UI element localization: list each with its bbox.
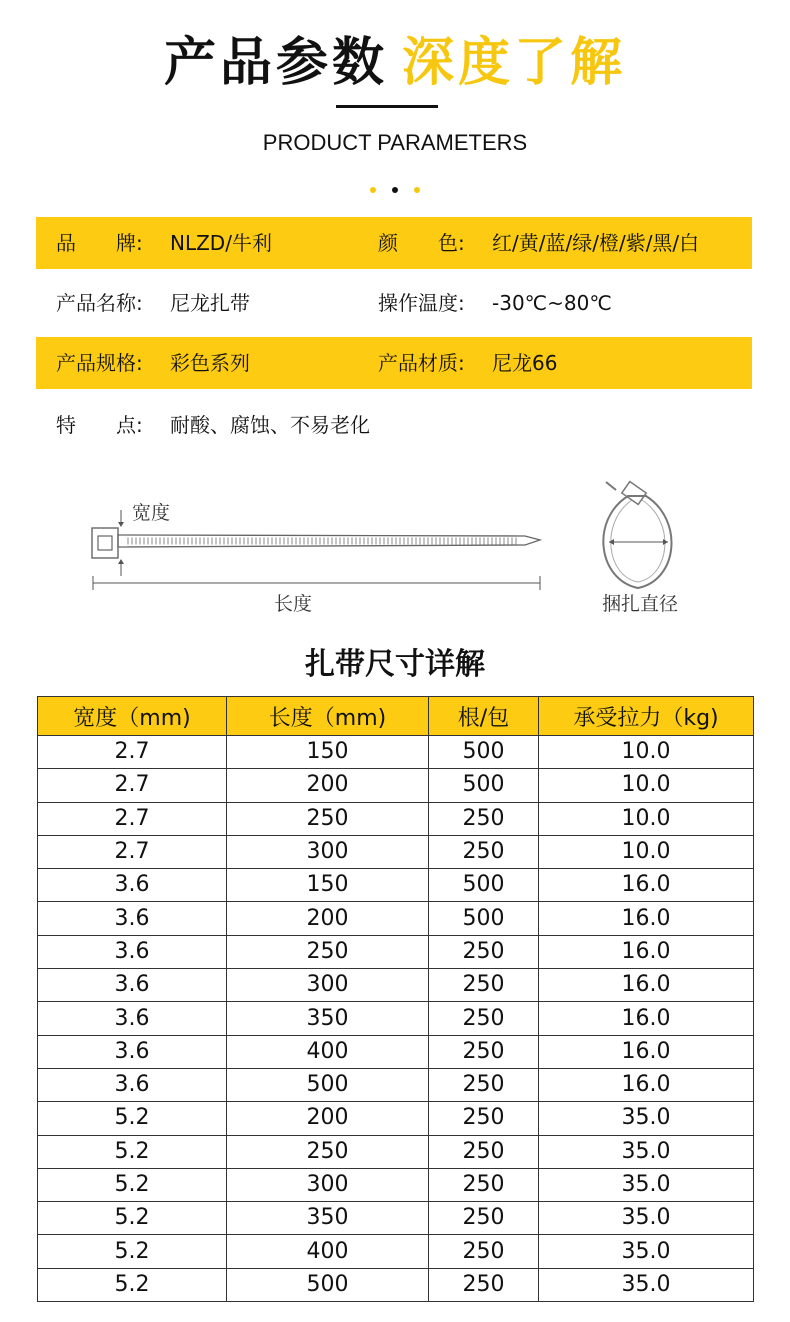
size-table <box>37 696 754 1302</box>
page-title-accent: 深度了解 <box>402 33 627 93</box>
param-value: -30℃~80℃ <box>492 291 612 315</box>
table-row <box>38 1102 754 1135</box>
table-cell: 250 <box>429 835 539 868</box>
param-value: 耐酸、腐蚀、不易老化 <box>170 413 370 437</box>
table-cell: 35.0 <box>539 1102 754 1135</box>
table-cell: 250 <box>429 1035 539 1068</box>
param-label: 产品名称: <box>56 291 143 315</box>
table-cell: 16.0 <box>539 902 754 935</box>
table-cell: 10.0 <box>539 835 754 868</box>
table-row <box>38 1235 754 1268</box>
table-cell: 5.2 <box>38 1235 227 1268</box>
table-cell: 500 <box>227 1268 429 1301</box>
table-cell: 500 <box>429 769 539 802</box>
table-cell: 5.2 <box>38 1102 227 1135</box>
param-value: 彩色系列 <box>170 351 250 375</box>
param-label: 操作温度: <box>378 291 465 315</box>
table-row <box>38 1035 754 1068</box>
table-cell: 16.0 <box>539 1035 754 1068</box>
table-cell: 400 <box>227 1235 429 1268</box>
title-underline <box>336 105 438 108</box>
param-value: 尼龙扎带 <box>170 291 250 315</box>
table-title: 扎带尺寸详解 <box>305 647 485 682</box>
table-cell: 5.2 <box>38 1168 227 1201</box>
page-title <box>0 28 790 98</box>
table-cell: 500 <box>429 736 539 769</box>
length-label: 长度 <box>274 593 313 615</box>
table-cell: 250 <box>429 1268 539 1301</box>
table-cell: 5.2 <box>38 1268 227 1301</box>
table-cell: 250 <box>429 802 539 835</box>
table-cell: 3.6 <box>38 869 227 902</box>
table-cell: 250 <box>429 935 539 968</box>
cable-tie-diagram <box>0 480 790 620</box>
table-cell: 16.0 <box>539 1002 754 1035</box>
table-cell: 3.6 <box>38 1002 227 1035</box>
table-cell: 35.0 <box>539 1235 754 1268</box>
header-tensile: 承受拉力（kg) <box>539 697 754 736</box>
table-row <box>38 869 754 902</box>
param-label: 品 牌: <box>56 231 143 255</box>
table-cell: 250 <box>429 1168 539 1201</box>
param-row-name <box>36 277 752 329</box>
table-cell: 500 <box>227 1068 429 1101</box>
table-cell: 35.0 <box>539 1135 754 1168</box>
dot-icon <box>370 187 376 193</box>
table-cell: 350 <box>227 1202 429 1235</box>
param-label: 产品材质: <box>378 351 465 375</box>
table-cell: 3.6 <box>38 1068 227 1101</box>
table-cell: 3.6 <box>38 902 227 935</box>
page-subtitle: PRODUCT PARAMETERS <box>262 130 528 155</box>
table-row <box>38 1202 754 1235</box>
dot-icon <box>414 187 420 193</box>
header-width: 宽度（mm) <box>38 697 227 736</box>
table-cell: 250 <box>227 1135 429 1168</box>
table-cell: 150 <box>227 736 429 769</box>
table-cell: 250 <box>429 969 539 1002</box>
table-cell: 10.0 <box>539 736 754 769</box>
table-cell: 200 <box>227 1102 429 1135</box>
table-row <box>38 1168 754 1201</box>
table-row <box>38 1135 754 1168</box>
table-cell: 300 <box>227 969 429 1002</box>
table-cell: 250 <box>429 1202 539 1235</box>
page-title-main: 产品参数 <box>163 33 388 93</box>
table-cell: 300 <box>227 835 429 868</box>
table-cell: 350 <box>227 1002 429 1035</box>
table-cell: 3.6 <box>38 935 227 968</box>
table-cell: 2.7 <box>38 769 227 802</box>
table-row <box>38 1268 754 1301</box>
table-cell: 250 <box>429 1002 539 1035</box>
table-cell: 16.0 <box>539 869 754 902</box>
table-cell: 2.7 <box>38 736 227 769</box>
param-row-brand <box>36 217 752 269</box>
table-cell: 500 <box>429 902 539 935</box>
table-cell: 16.0 <box>539 935 754 968</box>
param-row-spec <box>36 337 752 389</box>
table-cell: 200 <box>227 769 429 802</box>
table-cell: 16.0 <box>539 969 754 1002</box>
header-per-pack: 根/包 <box>429 697 539 736</box>
table-cell: 16.0 <box>539 1068 754 1101</box>
table-cell: 150 <box>227 869 429 902</box>
table-cell: 250 <box>429 1135 539 1168</box>
param-label: 产品规格: <box>56 351 143 375</box>
param-label: 颜 色: <box>378 231 465 255</box>
table-row <box>38 935 754 968</box>
header-length: 长度（mm) <box>227 697 429 736</box>
param-label: 特 点: <box>56 413 143 437</box>
dot-icon <box>392 187 398 193</box>
table-cell: 300 <box>227 1168 429 1201</box>
table-row <box>38 1002 754 1035</box>
param-value: 红/黄/蓝/绿/橙/紫/黑/白 <box>492 231 700 255</box>
table-row <box>38 969 754 1002</box>
table-cell: 35.0 <box>539 1268 754 1301</box>
table-row <box>38 902 754 935</box>
table-row <box>38 835 754 868</box>
param-value: NLZD/牛利 <box>170 231 272 255</box>
table-cell: 3.6 <box>38 1035 227 1068</box>
table-cell: 10.0 <box>539 802 754 835</box>
table-header-row <box>38 697 754 736</box>
param-row-features <box>36 399 752 451</box>
table-row <box>38 736 754 769</box>
table-row <box>38 769 754 802</box>
table-cell: 250 <box>429 1235 539 1268</box>
table-cell: 5.2 <box>38 1202 227 1235</box>
table-cell: 400 <box>227 1035 429 1068</box>
table-cell: 2.7 <box>38 835 227 868</box>
decorative-dots <box>370 186 420 194</box>
width-label: 宽度 <box>132 502 171 524</box>
table-cell: 35.0 <box>539 1202 754 1235</box>
table-cell: 500 <box>429 869 539 902</box>
table-cell: 35.0 <box>539 1168 754 1201</box>
param-value: 尼龙66 <box>492 351 558 375</box>
table-cell: 200 <box>227 902 429 935</box>
diameter-label: 捆扎直径 <box>602 593 679 615</box>
table-cell: 250 <box>227 802 429 835</box>
table-cell: 5.2 <box>38 1135 227 1168</box>
table-cell: 2.7 <box>38 802 227 835</box>
table-cell: 250 <box>429 1102 539 1135</box>
table-cell: 3.6 <box>38 969 227 1002</box>
table-body <box>38 736 754 1302</box>
table-row <box>38 802 754 835</box>
table-cell: 250 <box>429 1068 539 1101</box>
table-cell: 10.0 <box>539 769 754 802</box>
table-cell: 250 <box>227 935 429 968</box>
table-row <box>38 1068 754 1101</box>
